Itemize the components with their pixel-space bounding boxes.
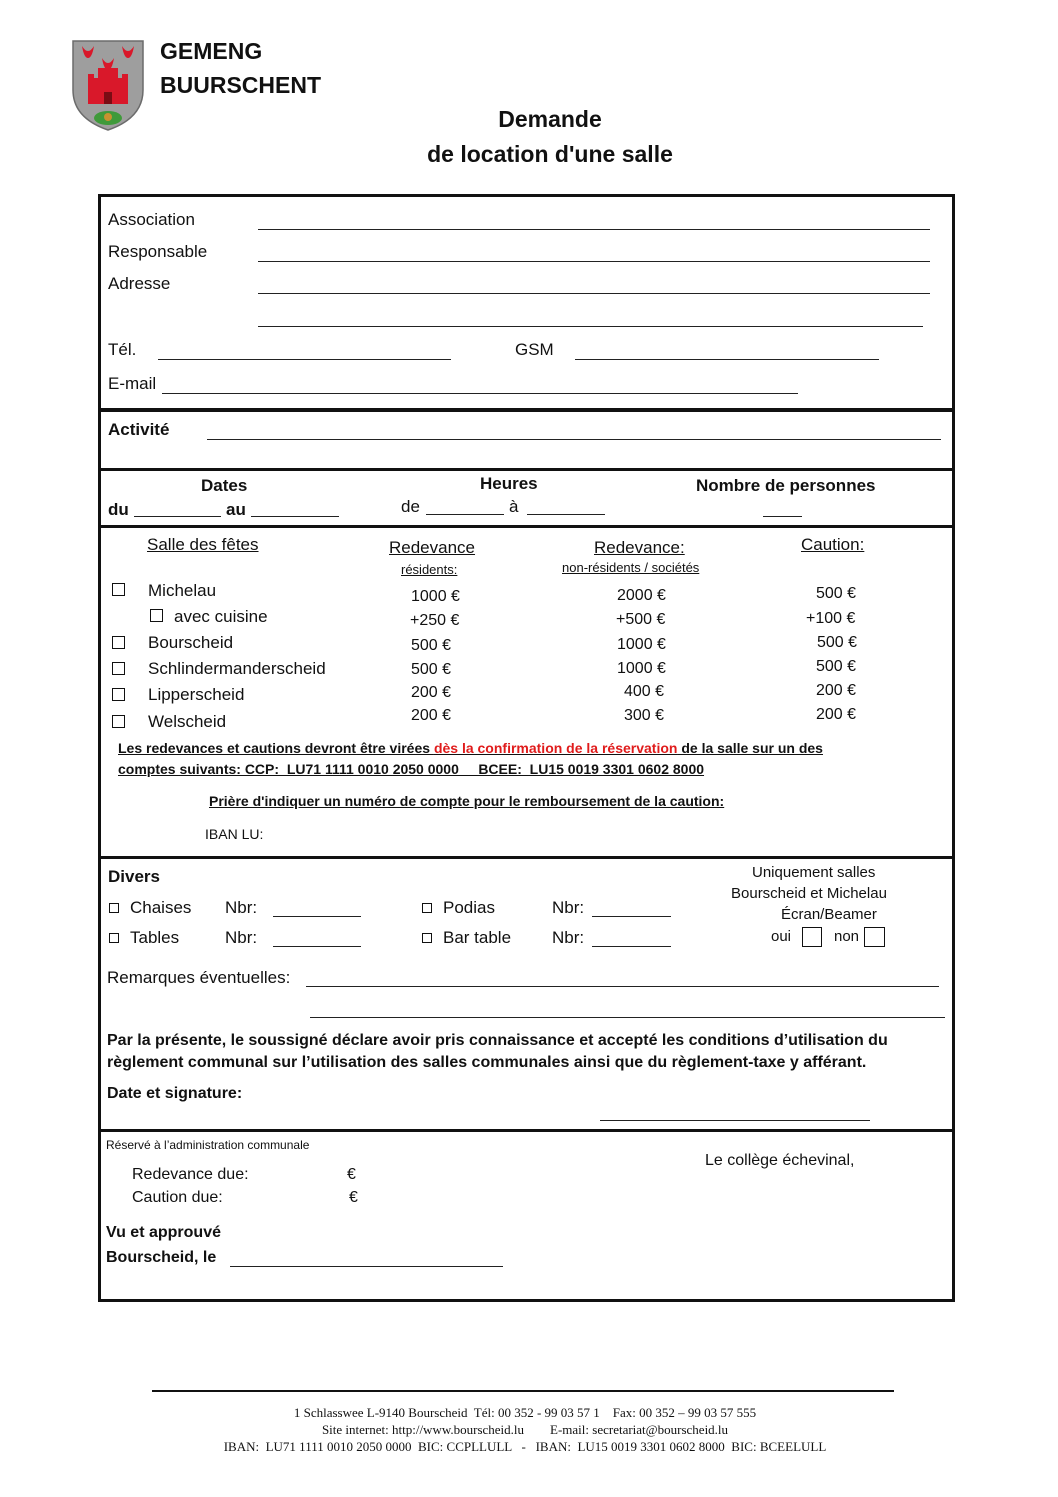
beamer-note-line1: Uniquement salles (752, 864, 876, 881)
podias-label: Podias (443, 898, 495, 917)
hall-checkbox-lipperscheid[interactable] (112, 688, 125, 701)
form-title-line1: Demande (498, 106, 602, 132)
hall-name: avec cuisine (174, 607, 268, 626)
footer-bank: IBAN: LU71 1111 0010 2050 0000 BIC: CCPLLULL - IBAN: LU15 0019 3301 0602 8000 BIC: BCEELULL (223, 1439, 827, 1454)
hall-name: Bourscheid (148, 633, 234, 652)
chaises-checkbox[interactable] (109, 903, 119, 913)
hall-nonresident-fee: 2000 € (617, 587, 666, 604)
declaration-line2: règlement communal sur l’utilisation des salles communales ainsi que du règlement-taxe y afférant. (107, 1054, 867, 1071)
podias-checkbox[interactable] (422, 903, 432, 913)
resident-fee-header: Redevance (389, 538, 476, 557)
hall-checkbox-avec-cuisine[interactable] (150, 609, 163, 622)
hall-nonresident-fee: +500 € (616, 611, 666, 628)
hall-name: Michelau (148, 581, 217, 600)
caution-header: Caution: (801, 535, 865, 554)
podias-nbr-field[interactable] (592, 916, 671, 917)
tables-label: Tables (130, 928, 180, 947)
chaises-nbr-label: Nbr: (225, 898, 258, 917)
date-signature-label: Date et signature: (107, 1085, 243, 1102)
hall-resident-fee: 200 € (411, 707, 452, 724)
hall-caution: 200 € (816, 682, 857, 699)
bar-table-label: Bar table (443, 928, 512, 947)
nonresident-fee-subheader: non-résidents / sociétés (562, 560, 700, 575)
payment-notice-line2: comptes suivants: CCP: LU71 1111 0010 2050 0000 BCEE: LU15 0019 3301 0602 8000 (118, 761, 705, 777)
persons-heading: Nombre de personnes (696, 476, 876, 495)
au-label: au (226, 500, 246, 519)
beamer-note-line2: Bourscheid et Michelau (731, 885, 887, 902)
hall-caution: +100 € (806, 610, 856, 627)
declaration-line1: Par la présente, le soussigné déclare avoir pris connaissance et accepté les conditions d’utilisation du (107, 1032, 888, 1049)
hall-nonresident-fee: 400 € (624, 683, 665, 700)
tel-label: Tél. (108, 340, 137, 359)
association-field[interactable] (258, 229, 930, 230)
email-label: E-mail (108, 374, 157, 393)
applicant-box (98, 194, 955, 412)
podias-nbr-label: Nbr: (552, 898, 585, 917)
payment-notice-part2: de la salle sur un des (677, 740, 823, 756)
adresse-label: Adresse (108, 274, 171, 293)
date-from-field[interactable] (134, 516, 221, 517)
adresse-field-2[interactable] (258, 326, 923, 327)
bar-table-checkbox[interactable] (422, 933, 432, 943)
caution-due-euro: € (349, 1189, 358, 1206)
hall-name: Schlindermanderscheid (148, 659, 326, 678)
hall-checkbox-bourscheid[interactable] (112, 636, 125, 649)
payment-notice-part1: Les redevances et cautions devront être virées (118, 740, 434, 756)
dates-heading: Dates (201, 476, 248, 495)
email-field[interactable] (162, 393, 798, 394)
responsable-field[interactable] (258, 261, 930, 262)
hall-name: Welscheid (148, 712, 227, 731)
bar-table-nbr-field[interactable] (592, 946, 671, 947)
tel-field[interactable] (158, 359, 451, 360)
footer-address: 1 Schlasswee L-9140 Bourscheid Tél: 00 352 - 99 03 57 1 Fax: 00 352 – 99 03 57 555 (293, 1405, 757, 1420)
footer-web: Site internet: http://www.bourscheid.lu E-mail: secretariat@bourscheid.lu (321, 1422, 729, 1437)
redevance-due-euro: € (347, 1166, 356, 1183)
tables-nbr-label: Nbr: (225, 928, 258, 947)
hall-resident-fee: 1000 € (411, 588, 460, 605)
hall-resident-fee: +250 € (410, 612, 460, 629)
footer-rule (152, 1390, 894, 1392)
beamer-non-label: non (834, 928, 860, 945)
tables-checkbox[interactable] (109, 933, 119, 943)
beamer-note-line3: Écran/Beamer (781, 906, 877, 923)
remarks-field-1[interactable] (306, 986, 939, 987)
responsable-label: Responsable (108, 242, 208, 261)
admin-reserved-label: Réservé à l’administration communale (106, 1138, 310, 1152)
form-title-line2: de location d'une salle (427, 141, 673, 167)
divers-heading: Divers (108, 867, 160, 886)
approved-label: Vu et approuvé (106, 1224, 221, 1241)
hall-caution: 500 € (816, 585, 857, 602)
signature-field[interactable] (600, 1120, 870, 1121)
gsm-field[interactable] (575, 359, 879, 360)
date-to-field[interactable] (251, 516, 339, 517)
beamer-oui-label: oui (771, 928, 792, 945)
activity-field[interactable] (207, 439, 941, 440)
activity-label: Activité (108, 420, 170, 439)
hall-checkbox-michelau[interactable] (112, 583, 125, 596)
hall-resident-fee: 500 € (411, 661, 452, 678)
approval-date-field[interactable] (230, 1266, 503, 1267)
heures-heading: Heures (480, 474, 538, 493)
hall-column-header: Salle des fêtes (147, 535, 259, 554)
iban-label: IBAN LU: (205, 826, 264, 842)
hall-name: Lipperscheid (148, 685, 245, 704)
time-from-field[interactable] (426, 514, 504, 515)
remarks-field-2[interactable] (310, 1017, 945, 1018)
hall-nonresident-fee: 1000 € (617, 660, 666, 677)
refund-account-request: Prière d'indiquer un numéro de compte pour le remboursement de la caution: (209, 793, 725, 809)
hall-nonresident-fee: 300 € (624, 707, 665, 724)
caution-due-label: Caution due: (132, 1189, 223, 1206)
bar-table-nbr-label: Nbr: (552, 928, 585, 947)
college-label: Le collège échevinal, (705, 1152, 855, 1169)
persons-field[interactable] (763, 516, 802, 517)
hall-caution: 500 € (817, 634, 858, 651)
beamer-oui-checkbox[interactable] (802, 927, 822, 947)
commune-name-line1: GEMENG (160, 38, 263, 64)
hall-checkbox-schlindermanderscheid[interactable] (112, 662, 125, 675)
resident-fee-subheader: résidents: (401, 562, 458, 577)
hall-caution: 200 € (816, 706, 857, 723)
hall-resident-fee: 500 € (411, 637, 452, 654)
de-label: de (401, 497, 420, 516)
payment-notice-line1 (118, 740, 823, 756)
association-label: Association (108, 210, 195, 229)
adresse-field-1[interactable] (258, 293, 930, 294)
tables-nbr-field[interactable] (273, 946, 361, 947)
time-to-field[interactable] (527, 514, 605, 515)
commune-name-line2: BUURSCHENT (160, 72, 321, 98)
hall-nonresident-fee: 1000 € (617, 636, 666, 653)
hall-caution: 500 € (816, 658, 857, 675)
hall-resident-fee: 200 € (411, 684, 452, 701)
bourscheid-le-label: Bourscheid, le (106, 1249, 217, 1266)
nonresident-fee-header: Redevance: (594, 538, 685, 557)
redevance-due-label: Redevance due: (132, 1166, 249, 1183)
remarks-label: Remarques éventuelles: (107, 968, 291, 987)
hall-checkbox-welscheid[interactable] (112, 715, 125, 728)
beamer-non-checkbox[interactable] (864, 927, 885, 947)
a-label: à (509, 497, 519, 516)
payment-notice-highlight: dès la confirmation de la réservation (433, 740, 678, 756)
chaises-nbr-field[interactable] (273, 916, 361, 917)
gsm-label: GSM (515, 340, 554, 359)
du-label: du (108, 500, 129, 519)
chaises-label: Chaises (130, 898, 192, 917)
